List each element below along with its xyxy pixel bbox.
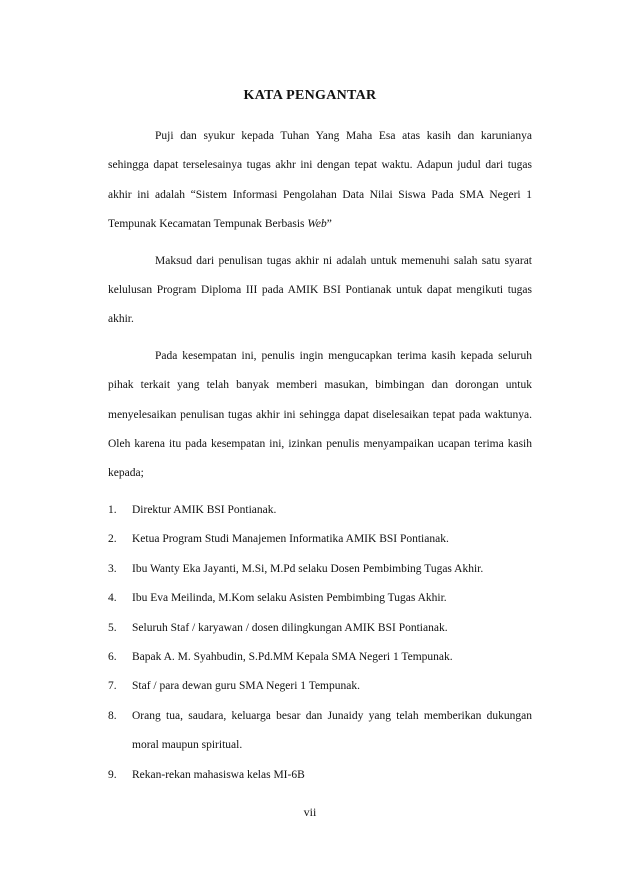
list-item-text: Ibu Eva Meilinda, M.Kom selaku Asisten Pembimbing Tugas Akhir. <box>132 592 447 605</box>
list-item-number: 2. <box>108 533 117 546</box>
list-item <box>108 672 532 701</box>
paragraph-intro <box>108 122 532 240</box>
list-item-text: Rekan-rekan mahasiswa kelas MI-6B <box>132 768 305 781</box>
list-item-text: Direktur AMIK BSI Pontianak. <box>132 503 277 516</box>
list-item <box>108 702 532 761</box>
page-title: KATA PENGANTAR <box>243 88 377 103</box>
list-item-text: Ketua Program Studi Manajemen Informatika AMIK BSI Pontianak. <box>132 533 449 546</box>
list-item-number: 5. <box>108 621 117 634</box>
list-item-number: 6. <box>108 650 117 663</box>
list-item <box>108 761 532 790</box>
paragraph-intro-text: Puji dan syukur kepada Tuhan Yang Maha Esa atas kasih dan karunianya sehingga dapat terselesainya tugas akhr ini dengan tepat waktu. Adapun judul dari tugas akhir ini adalah “Sistem Informasi Pengolahan Data Nilai Siswa Pada SMA Negeri 1 Tempunak Kecamatan Tempunak Berbasis <box>108 130 532 231</box>
list-item-number: 3. <box>108 562 117 575</box>
list-item-text: Staf / para dewan guru SMA Negeri 1 Tempunak. <box>132 680 360 693</box>
paragraph-intro-closing: ” <box>326 218 332 231</box>
list-item <box>108 643 532 672</box>
list-item-number: 4. <box>108 592 117 605</box>
list-item <box>108 584 532 613</box>
paragraph-thanks: Pada kesempatan ini, penulis ingin mengucapkan terima kasih kepada seluruh pihak terkait yang telah banyak memberi masukan, bimbingan dan dorongan untuk menyelesaikan penulisan tugas akhir ini sehingga dapat diselesaikan tepat pada waktunya. Oleh karena itu pada kesempatan ini, izinkan penulis menyampaikan ucapan terima kasih kepada; <box>108 349 532 480</box>
list-item <box>108 614 532 643</box>
list-item <box>108 555 532 584</box>
list-item-number: 9. <box>108 768 117 781</box>
list-item-number: 8. <box>108 709 117 722</box>
list-item-text: Orang tua, saudara, keluarga besar dan Junaidy yang telah memberikan dukungan moral maupun spiritual. <box>132 709 532 752</box>
paragraph-intro-emphasis: Web <box>307 218 327 231</box>
page-number: vii <box>303 805 317 819</box>
list-item-text: Seluruh Staf / karyawan / dosen dilingkungan AMIK BSI Pontianak. <box>132 621 448 634</box>
acknowledgement-list <box>108 496 532 790</box>
list-item <box>108 525 532 554</box>
list-item-number: 1. <box>108 503 117 516</box>
paragraph-purpose: Maksud dari penulisan tugas akhir ni adalah untuk memenuhi salah satu syarat kelulusan Program Diploma III pada AMIK BSI Pontianak untuk dapat mengikuti tugas akhir. <box>108 254 532 326</box>
document-body <box>108 122 532 790</box>
list-item-number: 7. <box>108 680 117 693</box>
list-item-text: Bapak A. M. Syahbudin, S.Pd.MM Kepala SMA Negeri 1 Tempunak. <box>132 650 453 663</box>
list-item-text: Ibu Wanty Eka Jayanti, M.Si, M.Pd selaku Dosen Pembimbing Tugas Akhir. <box>132 562 484 575</box>
list-item <box>108 496 532 525</box>
